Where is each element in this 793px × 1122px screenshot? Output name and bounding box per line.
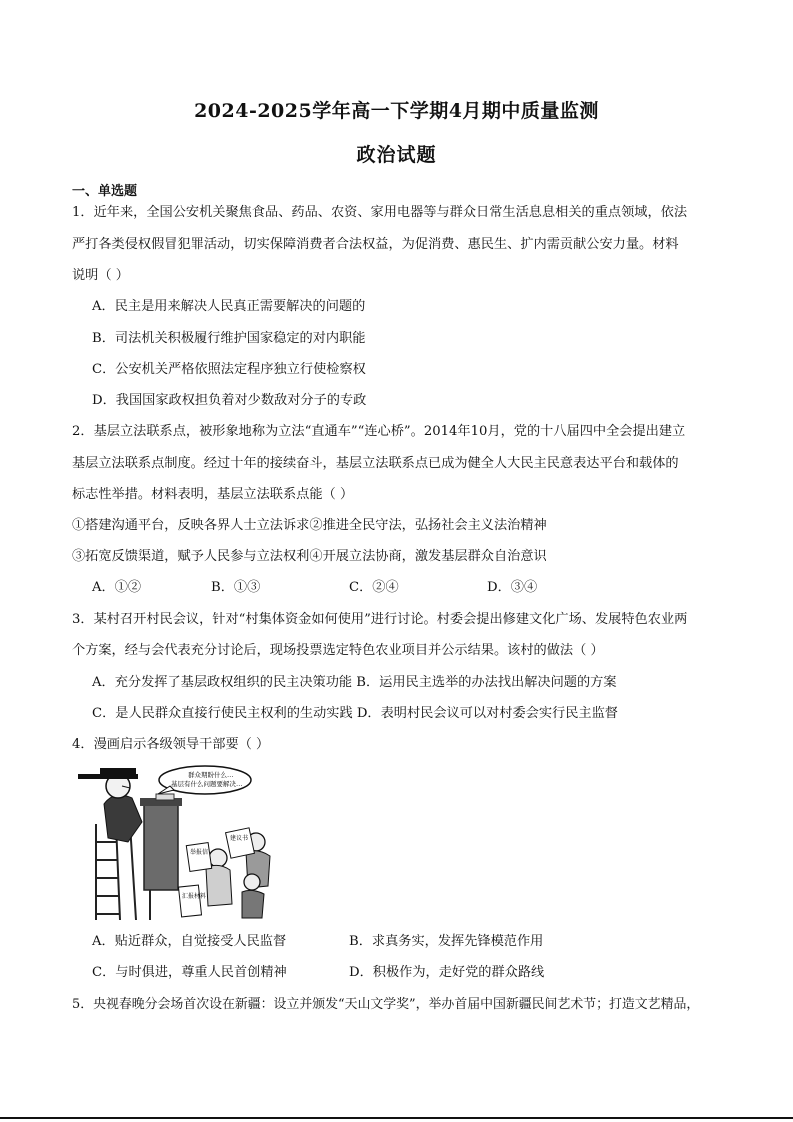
q1-option-c: C．公安机关严格依照法定程序独立行使检察权 [92, 362, 366, 377]
section-heading: 一、单选题 [72, 184, 138, 199]
q3-options-ab: A．充分发挥了基层政权组织的民主决策功能 B．运用民主选举的办法找出解决问题的方案 [92, 675, 617, 690]
q3-stem-line2: 个方案，经与会代表充分讨论后，现场投票选定特色农业项目并公示结果。该村的做法（ ） [72, 643, 604, 658]
bubble-text-2: 基层有什么问题要解决… [171, 780, 243, 788]
q4-stem-line1: 4．漫画启示各级领导干部要（ ） [72, 737, 270, 752]
paper-label-1: 举报信 [190, 849, 209, 856]
q2-option-d: D．③④ [487, 580, 538, 595]
q1-option-a: A．民主是用来解决人民真正需要解决的问题的 [92, 299, 366, 314]
q1-stem-line1: 1．近年来，全国公安机关聚焦食品、药品、农资、家用电器等与群众日常生活息息相关的重点领域，依法 [72, 205, 688, 220]
q2-option-b: B．①③ [211, 580, 261, 595]
q2-option-c: C．②④ [349, 580, 399, 595]
paper-label-2: 建议书 [230, 835, 249, 842]
q4-option-d: D．积极作为，走好党的群众路线 [349, 965, 545, 980]
q4-option-c: C．与时俱进，尊重人民首创精神 [92, 965, 287, 980]
q2-option-a: A．①② [92, 580, 142, 595]
q2-stem-line3: 标志性举措。材料表明，基层立法联系点能（ ） [72, 487, 354, 502]
q2-statements-line2: ③拓宽反馈渠道，赋予人民参与立法权利④开展立法协商，激发基层群众自治意识 [72, 549, 547, 564]
q3-options-cd: C．是人民群众直接行使民主权利的生动实践 D．表明村民会议可以对村委会实行民主监督 [92, 706, 618, 721]
page-bottom-rule [0, 1117, 793, 1119]
q5-stem-line1: 5．央视春晚分会场首次设在新疆：设立并颁发“天山文学奖”，举办首届中国新疆民间艺术节；打造文艺精品， [72, 997, 700, 1012]
q3-stem-line1: 3．某村召开村民会议，针对“村集体资金如何使用”进行讨论。村委会提出修建文化广场、发展特色农业两 [72, 612, 688, 627]
bubble-text-1: 群众期盼什么… [188, 771, 234, 779]
cartoon-image [70, 764, 300, 922]
q1-option-d: D．我国国家政权担负着对少数敌对分子的专政 [92, 393, 367, 408]
exam-title: 2024-2025学年高一下学期4月期中质量监测 [194, 100, 599, 122]
q2-stem-line1: 2．基层立法联系点，被形象地称为立法“直通车”“连心桥”。2014年10月，党的十八届四中全会提出建立 [72, 424, 686, 439]
q2-stem-line2: 基层立法联系点制度。经过十年的接续奋斗，基层立法联系点已成为健全人大民主民意表达平台和载体的 [72, 456, 679, 471]
exam-subtitle: 政治试题 [356, 144, 437, 166]
q4-option-a: A．贴近群众，自觉接受人民监督 [92, 934, 287, 949]
q1-stem-line3: 说明（ ） [72, 268, 129, 283]
q4-option-b: B．求真务实，发挥先锋模范作用 [349, 934, 544, 949]
q2-statements-line1: ①搭建沟通平台，反映各界人士立法诉求②推进全民守法，弘扬社会主义法治精神 [72, 518, 547, 533]
q1-stem-line2: 严打各类侵权假冒犯罪活动，切实保障消费者合法权益，为促消费、惠民生、扩内需贡献公安力量。材料 [72, 237, 679, 252]
q1-option-b: B．司法机关积极履行维护国家稳定的对内职能 [92, 331, 366, 346]
paper-label-3: 汇报材料 [182, 893, 207, 900]
